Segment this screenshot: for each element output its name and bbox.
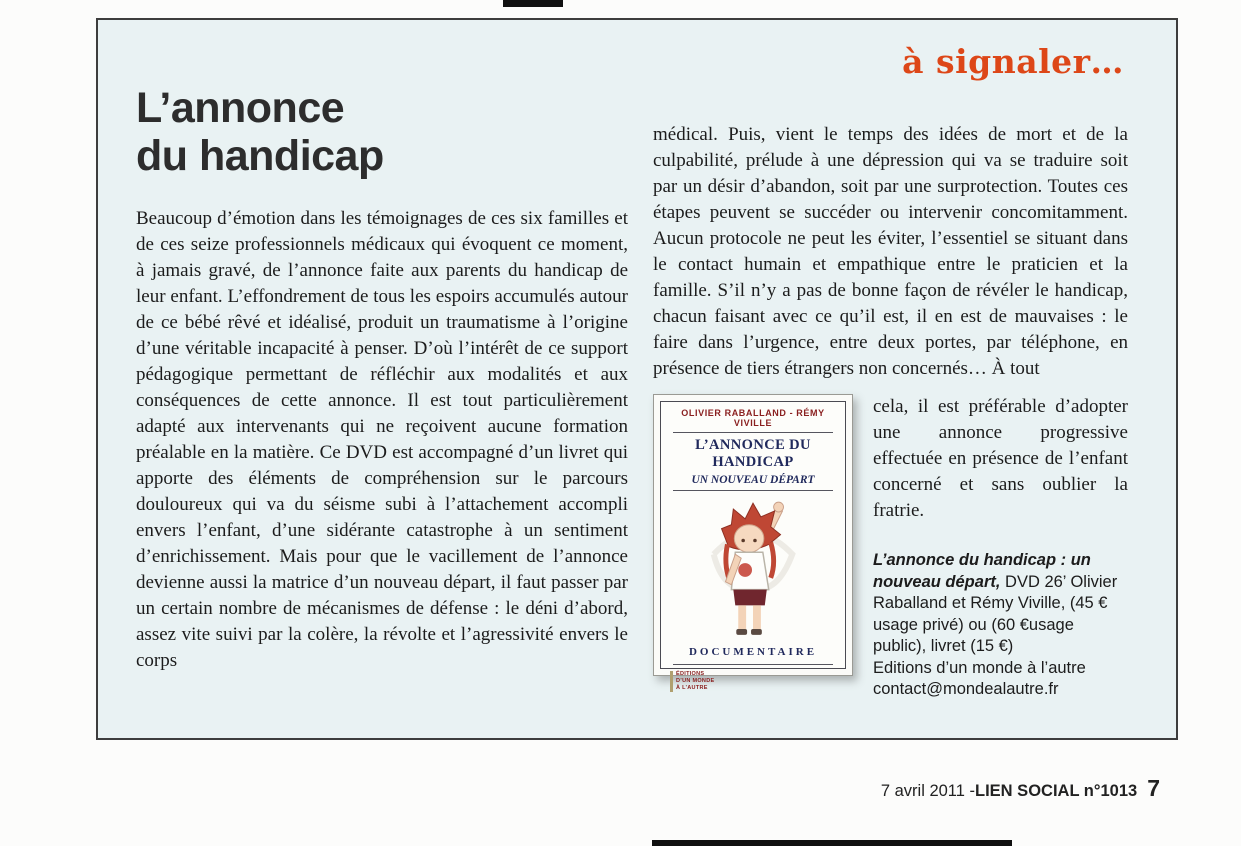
dvd-cover [653,394,853,691]
dvd-title: L’ANNONCE DU HANDICAP [695,437,811,470]
article-text-right-top: médical. Puis, vient le temps des idées de mort et de la culpabilité, prélude à une dépression qui va se traduire soit par un désir d’abandon, soit par une surprotection. Toutes ces étapes peuvent se succéder ou intervenir concomitamment. Aucun protocole ne peut les éviter, l’essentiel se situant dans le contact humain et empathique entre le praticien et la famille. S’il n’y a pas de bonne façon de révéler le handicap, chacun faisant avec ce qu’il est, il en est de mauvaises : le faire dans l’urgence, entre deux portes, par téléphone, en présence de tiers étrangers non concernés… À tout [653,124,1128,379]
girl-illustration-svg [694,495,812,643]
credits-contact-email: contact@mondealautre.fr [873,680,1059,698]
credits-title: L’annonce du handicap : un nouveau départ, [873,551,1091,591]
dvd-genre: DOCUMENTAIRE [688,646,818,658]
article-columns [98,20,1176,701]
dvd-divider [673,432,833,433]
publisher-logo-line: ÉDITIONS [676,671,705,677]
page-footer [881,775,1160,802]
scan-artifact-top [503,0,563,7]
footer-date: 7 avril 2011 - [880,782,976,800]
dvd-illustration [666,495,840,643]
scan-artifact-bottom [652,840,1012,846]
article-title-line1: L’annonce [136,84,345,132]
article-title-line2: du handicap [136,132,384,181]
article-title [136,84,628,180]
publisher-logo [670,671,714,692]
dvd-footer [666,669,840,694]
publisher-logo-line: D’UN MONDE [676,677,715,684]
publisher-logo-line: À L’AUTRE [676,684,708,691]
article-box [96,18,1178,740]
dvd-subtitle: UN NOUVEAU DÉPART [691,474,815,486]
footer-page-number: 7 [1147,775,1160,801]
article-text-right-wrap: cela, il est préférable d’adopter une annonce progressive effectuée en présence de l’enfant concerné et sans oublier la fratrie. [873,396,1128,521]
right-column [653,48,1128,701]
dvd-divider [673,664,833,665]
dvd-cover-inner [660,401,846,691]
footer-magazine: LIEN SOCIAL n°1013 [975,782,1138,800]
section-tag: à signaler… [902,42,1124,81]
credits-publisher: Editions d’un monde à l’autre [873,658,1086,677]
credits-details: DVD 26’ Olivier Raballand et Rémy Viville, (45 € usage privé) ou (60 €usage public), livret (15 €) [873,572,1118,655]
dvd-divider [673,490,833,491]
left-column [136,48,628,701]
article-text-left: Beaucoup d’émotion dans les témoignages de ces six familles et de ces seize professionnels médicaux qui évoquent ce moment, à jamais gravé, de l’annonce faite aux parents du handicap de leur enfant. L’effondrement de tous les espoirs accumulés autour de ce bébé rêvé et idéalisé, produit un traumatisme à l’origine d’une véritable incapacité à penser. D’où l’intérêt de ce support pédagogique permettant de réfléchir aux modalités et aux conséquences de cette annonce. Il est tout particulièrement adapté aux intervenants qui ne reçoivent aucune formation préalable en la matière. Ce DVD est accompagné d’un livret qui apporte des éléments de compréhension sur le parcours douloureux qui va du séisme subi à l’attachement accompli envers l’enfant, d’une sidérante catastrophe à un sentiment d’enrichissement. Mais pour que le vacillement de l’annonce devienne aussi la matrice d’un nouveau départ, il faut passer par un certain nombre de mécanismes de défense : le déni d’abord, assez vite suivi par la colère, la révolte et l’agressivité envers le corps [136,208,628,672]
dvd-authors: OLIVIER RABALLAND - RÉMY VIVILLE [681,408,825,428]
